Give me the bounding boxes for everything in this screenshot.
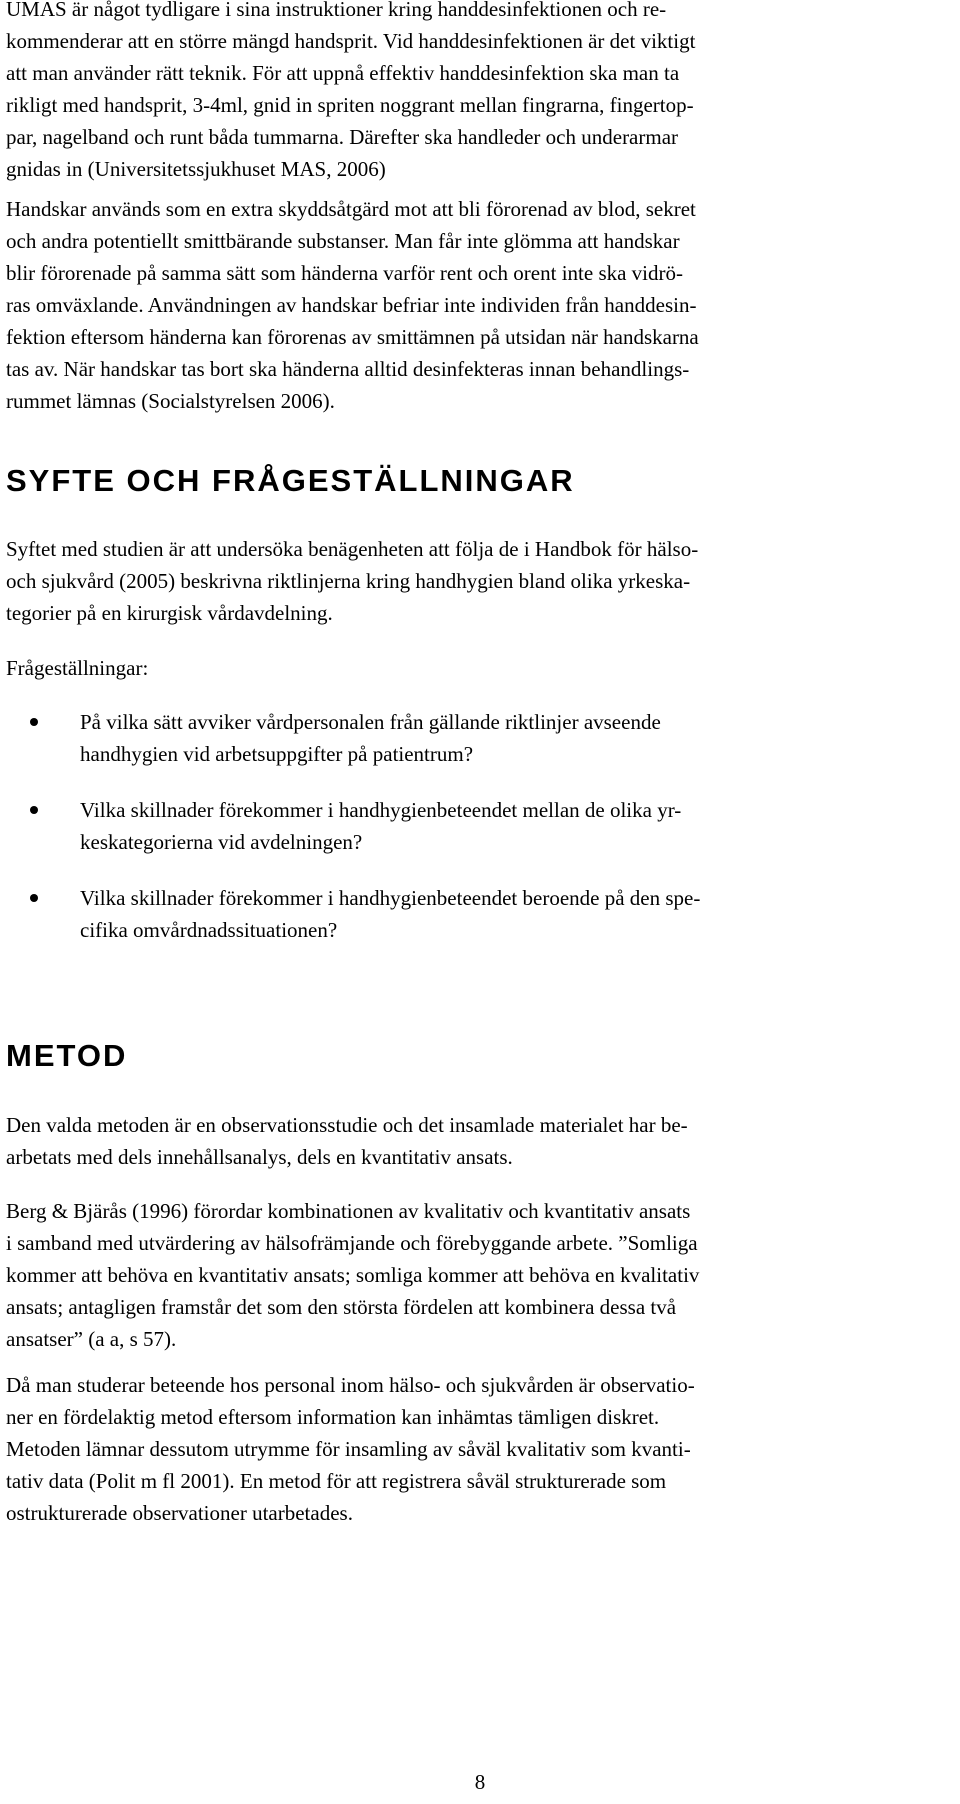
text-line: tativ data (Polit m fl 2001). En metod för att registrera såväl strukturerade som xyxy=(6,1469,667,1493)
text-line: Handskar används som en extra skyddsåtgärd mot att bli förorenad av blod, sekret xyxy=(6,197,696,221)
text-line: rummet lämnas (Socialstyrelsen 2006). xyxy=(6,389,335,413)
paragraph-berg-bjaras xyxy=(6,1195,699,1355)
text-line: tas av. När handskar tas bort ska händerna alltid desinfekteras innan behandlings- xyxy=(6,357,690,381)
text-line: ansatser” (a a, s 57). xyxy=(6,1327,177,1351)
text-line: fektion eftersom händerna kan förorenas av smittämnen på utsidan när handskarna xyxy=(6,325,699,349)
text-line: Metoden lämnar dessutom utrymme för insamling av såväl kvalitativ som kvanti- xyxy=(6,1437,691,1461)
text-line: ner en fördelaktig metod eftersom information kan inhämtas tämligen diskret. xyxy=(6,1405,660,1429)
bullet-icon xyxy=(30,718,38,726)
text-line: Vilka skillnader förekommer i handhygienbeteendet beroende på den spe- xyxy=(80,886,701,910)
text-line: cifika omvårdnadssituationen? xyxy=(80,918,338,942)
text-line: par, nagelband och runt båda tummarna. Därefter ska handleder och underarmar xyxy=(6,125,679,149)
text-line: i samband med utvärdering av hälsofrämjande och förebyggande arbete. ”Somliga xyxy=(6,1231,698,1255)
page-number: 8 xyxy=(474,1770,486,1794)
text-line: ostrukturerade observationer utarbetades. xyxy=(6,1501,353,1525)
text-line: Den valda metoden är en observationsstudie och det insamlade materialet har be- xyxy=(6,1113,688,1137)
paragraph-handskar xyxy=(6,193,699,417)
heading-metod: METOD xyxy=(6,1038,128,1073)
text-line: ras omväxlande. Användningen av handskar befriar inte individen från handdesin- xyxy=(6,293,697,317)
text-line: På vilka sätt avviker vårdpersonalen från gällande riktlinjer avseende xyxy=(80,710,661,734)
text-line: blir förorenade på samma sätt som händerna varför rent och orent inte ska vidrö- xyxy=(6,261,684,285)
text-line: kommer att behöva en kvantitativ ansats; somliga kommer att behöva en kvalitativ xyxy=(6,1263,700,1287)
question-list xyxy=(6,706,950,946)
paragraph-handdesinfektion xyxy=(6,0,695,185)
list-item xyxy=(6,794,950,858)
text-line: och andra potentiellt smittbärande substanser. Man får inte glömma att handskar xyxy=(6,229,680,253)
text-line: att man använder rätt teknik. För att uppnå effektiv handdesinfektion ska man ta xyxy=(6,61,680,85)
text-line: och sjukvård (2005) beskrivna riktlinjerna kring handhygien bland olika yrkeska- xyxy=(6,569,691,593)
bullet-icon xyxy=(30,894,38,902)
paragraph-syfte xyxy=(6,533,698,629)
text-line: arbetats med dels innehållsanalys, dels en kvantitativ ansats. xyxy=(6,1145,513,1169)
text-line: ansats; antagligen framstår det som den största fördelen att kombinera dessa två xyxy=(6,1295,677,1319)
paragraph-observation xyxy=(6,1369,695,1529)
text-line: handhygien vid arbetsuppgifter på patientrum? xyxy=(80,742,474,766)
text-line: keskategorierna vid avdelningen? xyxy=(80,830,363,854)
bullet-icon xyxy=(30,806,38,814)
text-line: Då man studerar beteende hos personal inom hälso- och sjukvården är observatio- xyxy=(6,1373,695,1397)
text-line: tegorier på en kirurgisk vårdavdelning. xyxy=(6,601,333,625)
list-item xyxy=(6,882,950,946)
text-line: Berg & Bjärås (1996) förordar kombinationen av kvalitativ och kvantitativ ansats xyxy=(6,1199,691,1223)
heading-syfte: SYFTE OCH FRÅGESTÄLLNINGAR xyxy=(6,463,575,498)
text-line: Frågeställningar: xyxy=(6,656,149,680)
text-line: Vilka skillnader förekommer i handhygienbeteendet mellan de olika yr- xyxy=(80,798,682,822)
list-item xyxy=(6,706,950,770)
text-line: Syftet med studien är att undersöka benägenheten att följa de i Handbok för hälso- xyxy=(6,537,699,561)
paragraph-metod xyxy=(6,1109,688,1173)
text-line: kommenderar att en större mängd handsprit. Vid handdesinfektionen är det viktigt xyxy=(6,29,696,53)
text-line: UMAS är något tydligare i sina instruktioner kring handdesinfektionen och re- xyxy=(6,0,667,21)
text-line: rikligt med handsprit, 3-4ml, gnid in spriten noggrant mellan fingrarna, fingertop- xyxy=(6,93,694,117)
text-line: gnidas in (Universitetssjukhuset MAS, 2006) xyxy=(6,157,386,181)
paragraph-fragestallningar xyxy=(6,652,148,684)
